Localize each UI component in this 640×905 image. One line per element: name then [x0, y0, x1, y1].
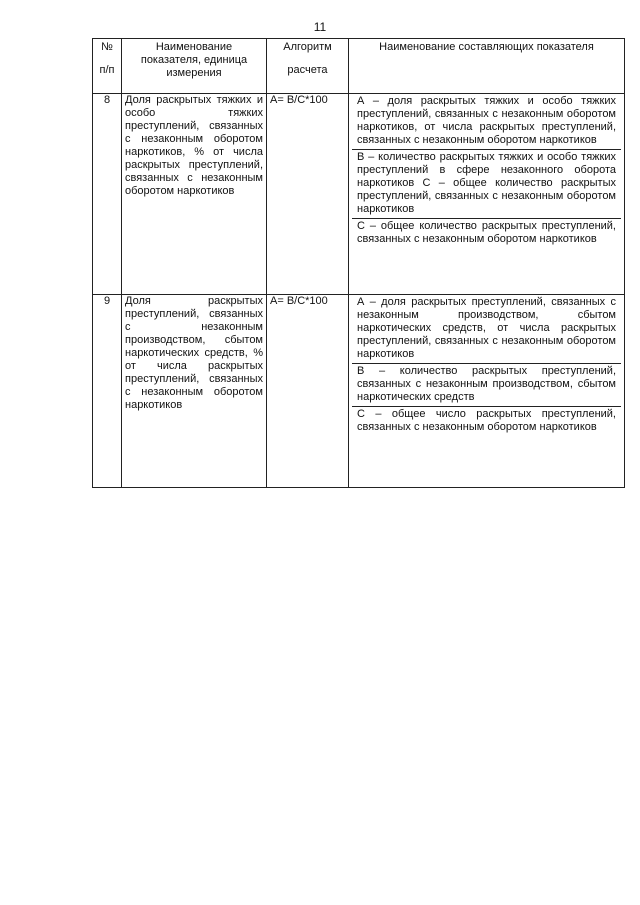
formula: A= B/C*100	[267, 295, 349, 488]
table-row	[93, 94, 625, 295]
table-row	[93, 295, 625, 488]
header-number-line1: №	[101, 41, 113, 53]
indicator-table	[92, 38, 625, 488]
page-number: 11	[313, 20, 327, 34]
formula: A= B/C*100	[267, 94, 349, 295]
row-number: 8	[93, 94, 122, 295]
indicator-name: Доля раскрытых тяжких и особо тяжких преступлений, связанных с незаконным оборотом наркотиков, % от числа раскрытых преступлений, связанных с незаконным оборотом наркотиков	[122, 94, 267, 295]
component-a: А – доля раскрытых преступлений, связанных с незаконным производством, сбытом наркотических средств, от числа раскрытых преступлений, связанных с незаконным оборотом наркотиков	[352, 295, 621, 364]
components-cell	[349, 295, 625, 488]
header-components-text: Наименование составляющих показателя	[379, 41, 594, 53]
component-a: А – доля раскрытых тяжких и особо тяжких преступлений, связанных с незаконным оборотом наркотиков, от числа раскрытых преступлений, связанных с незаконным оборотом наркотиков	[352, 94, 621, 150]
row-number: 9	[93, 295, 122, 488]
header-number-line2: п/п	[99, 64, 115, 76]
header-number	[93, 39, 122, 94]
components-cell	[349, 94, 625, 295]
component-c: С – общее количество раскрытых преступлений, связанных с незаконным оборотом наркотиков	[357, 220, 616, 245]
header-algorithm-line2: расчета	[287, 64, 328, 76]
header-algorithm	[267, 39, 349, 94]
component-c: С – общее число раскрытых преступлений, связанных с незаконным оборотом наркотиков	[357, 408, 616, 433]
header-components	[349, 39, 625, 94]
header-name	[122, 39, 267, 94]
table-header-row	[93, 39, 625, 94]
component-b: В – количество раскрытых преступлений, связанных с незаконным производством, сбытом наркотических средств	[352, 364, 621, 407]
header-algorithm-line1: Алгоритм	[283, 41, 332, 53]
indicator-name: Доля раскрытых преступлений, связанных с незаконным производством, сбытом наркотических средств, % от числа раскрытых преступлений, связанных с незаконным оборотом наркотиков	[122, 295, 267, 488]
component-b: В – количество раскрытых тяжких и особо тяжких преступлений в сфере незаконного оборота наркотиков С – общее количество раскрытых преступлений, связанных с незаконным оборотом наркотиков	[352, 150, 621, 219]
header-name-text: Наименование показателя, единица измерения	[140, 41, 248, 79]
